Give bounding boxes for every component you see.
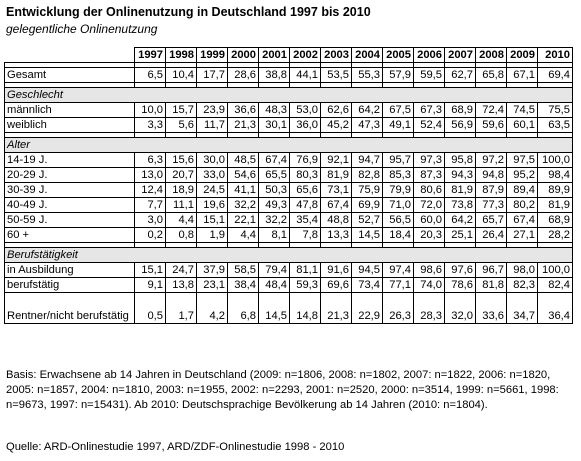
row-label: 30-39 J. (5, 183, 135, 198)
value-cell: 69,6 (321, 278, 352, 293)
value-cell: 24,5 (197, 183, 228, 198)
value-cell: 75,5 (538, 103, 573, 118)
value-cell: 13,0 (135, 168, 166, 183)
value-cell: 25,1 (445, 228, 476, 243)
value-cell: 67,4 (321, 198, 352, 213)
section-heading: Berufstätigkeit (5, 248, 573, 263)
row-label: in Ausbildung (5, 263, 135, 278)
value-cell: 36,6 (228, 103, 259, 118)
row-label: weiblich (5, 118, 135, 133)
value-cell: 37,9 (197, 263, 228, 278)
value-cell: 47,3 (352, 118, 383, 133)
value-cell: 80,3 (290, 168, 321, 183)
value-cell: 22,9 (352, 293, 383, 324)
value-cell: 59,3 (290, 278, 321, 293)
value-cell: 68,9 (538, 213, 573, 228)
value-cell: 67,4 (259, 153, 290, 168)
value-cell: 100,0 (538, 263, 573, 278)
year-header: 2002 (290, 48, 321, 63)
value-cell: 28,3 (414, 293, 445, 324)
table-row (5, 278, 573, 293)
value-cell: 28,6 (228, 68, 259, 83)
value-cell: 98,0 (507, 263, 538, 278)
value-cell: 6,5 (135, 68, 166, 83)
value-cell: 24,7 (166, 263, 197, 278)
value-cell: 0,2 (135, 228, 166, 243)
value-cell: 68,9 (445, 103, 476, 118)
value-cell: 67,5 (383, 103, 414, 118)
row-label: 14-19 J. (5, 153, 135, 168)
value-cell: 80,6 (414, 183, 445, 198)
value-cell: 12,4 (135, 183, 166, 198)
value-cell: 15,6 (166, 153, 197, 168)
value-cell: 64,2 (352, 103, 383, 118)
value-cell: 62,7 (445, 68, 476, 83)
value-cell: 32,2 (259, 213, 290, 228)
value-cell: 14,8 (290, 293, 321, 324)
value-cell: 47,8 (290, 198, 321, 213)
value-cell: 87,3 (414, 168, 445, 183)
value-cell: 63,5 (538, 118, 573, 133)
value-cell: 60,0 (414, 213, 445, 228)
value-cell: 4,2 (197, 293, 228, 324)
value-cell: 15,1 (135, 263, 166, 278)
value-cell: 11,1 (166, 198, 197, 213)
year-header: 2000 (228, 48, 259, 63)
year-header: 2008 (476, 48, 507, 63)
table-row (5, 213, 573, 228)
value-cell: 32,0 (445, 293, 476, 324)
value-cell: 98,6 (414, 263, 445, 278)
value-cell: 91,6 (321, 263, 352, 278)
value-cell: 72,0 (414, 198, 445, 213)
value-cell: 54,6 (228, 168, 259, 183)
value-cell: 79,9 (383, 183, 414, 198)
value-cell: 9,1 (135, 278, 166, 293)
value-cell: 27,1 (507, 228, 538, 243)
value-cell: 82,8 (352, 168, 383, 183)
value-cell: 15,1 (197, 213, 228, 228)
statistics-table (4, 47, 573, 324)
value-cell: 73,1 (321, 183, 352, 198)
value-cell: 94,8 (476, 168, 507, 183)
page-title: Entwicklung der Onlinenutzung in Deutschland 1997 bis 2010 (6, 5, 371, 19)
year-header: 2007 (445, 48, 476, 63)
value-cell: 49,1 (383, 118, 414, 133)
year-header: 1997 (135, 48, 166, 63)
year-header: 2001 (259, 48, 290, 63)
value-cell: 77,3 (476, 198, 507, 213)
value-cell: 23,9 (197, 103, 228, 118)
value-cell: 4,4 (228, 228, 259, 243)
value-cell: 53,0 (290, 103, 321, 118)
value-cell: 82,3 (507, 278, 538, 293)
value-cell: 23,1 (197, 278, 228, 293)
year-header: 2004 (352, 48, 383, 63)
value-cell: 82,4 (538, 278, 573, 293)
row-label: 60 + (5, 228, 135, 243)
section-row (5, 248, 573, 263)
value-cell: 67,1 (507, 68, 538, 83)
value-cell: 6,8 (228, 293, 259, 324)
section-row (5, 138, 573, 153)
value-cell: 74,5 (507, 103, 538, 118)
value-cell: 95,8 (445, 153, 476, 168)
value-cell: 78,6 (445, 278, 476, 293)
value-cell: 81,9 (445, 183, 476, 198)
year-header: 2003 (321, 48, 352, 63)
value-cell: 73,8 (445, 198, 476, 213)
value-cell: 21,3 (228, 118, 259, 133)
value-cell: 94,3 (445, 168, 476, 183)
value-cell: 35,4 (290, 213, 321, 228)
value-cell: 19,6 (197, 198, 228, 213)
value-cell: 65,6 (290, 183, 321, 198)
year-header: 2005 (383, 48, 414, 63)
value-cell: 10,4 (166, 68, 197, 83)
value-cell: 14,5 (352, 228, 383, 243)
value-cell: 0,5 (135, 293, 166, 324)
value-cell: 5,6 (166, 118, 197, 133)
section-heading: Geschlecht (5, 88, 573, 103)
value-cell: 97,3 (414, 153, 445, 168)
value-cell: 97,6 (445, 263, 476, 278)
value-cell: 73,4 (352, 278, 383, 293)
table-row (5, 118, 573, 133)
value-cell: 48,3 (259, 103, 290, 118)
year-header: 2009 (507, 48, 538, 63)
value-cell: 72,4 (476, 103, 507, 118)
value-cell: 52,7 (352, 213, 383, 228)
value-cell: 10,0 (135, 103, 166, 118)
value-cell: 18,4 (383, 228, 414, 243)
value-cell: 69,4 (538, 68, 573, 83)
table-row (5, 153, 573, 168)
value-cell: 15,7 (166, 103, 197, 118)
value-cell: 81,1 (290, 263, 321, 278)
value-cell: 13,8 (166, 278, 197, 293)
value-cell: 81,9 (321, 168, 352, 183)
page-subtitle: gelegentliche Onlinenutzung (6, 22, 158, 36)
value-cell: 8,1 (259, 228, 290, 243)
value-cell: 67,4 (507, 213, 538, 228)
value-cell: 89,9 (538, 183, 573, 198)
table-row (5, 293, 573, 324)
value-cell: 95,7 (383, 153, 414, 168)
value-cell: 58,5 (228, 263, 259, 278)
value-cell: 30,1 (259, 118, 290, 133)
value-cell: 55,3 (352, 68, 383, 83)
value-cell: 52,4 (414, 118, 445, 133)
year-header: 2010 (538, 48, 573, 63)
table-row (5, 228, 573, 243)
value-cell: 80,2 (507, 198, 538, 213)
value-cell: 81,9 (538, 198, 573, 213)
value-cell: 33,0 (197, 168, 228, 183)
value-cell: 85,3 (383, 168, 414, 183)
value-cell: 89,4 (507, 183, 538, 198)
row-label: Gesamt (5, 68, 135, 83)
table-row (5, 103, 573, 118)
section-heading: Alter (5, 138, 573, 153)
row-label: 20-29 J. (5, 168, 135, 183)
value-cell: 65,7 (476, 213, 507, 228)
value-cell: 21,3 (321, 293, 352, 324)
value-cell: 59,6 (476, 118, 507, 133)
value-cell: 48,4 (259, 278, 290, 293)
value-cell: 64,2 (445, 213, 476, 228)
value-cell: 53,5 (321, 68, 352, 83)
value-cell: 34,7 (507, 293, 538, 324)
value-cell: 44,1 (290, 68, 321, 83)
value-cell: 77,1 (383, 278, 414, 293)
value-cell: 57,9 (383, 68, 414, 83)
value-cell: 38,8 (259, 68, 290, 83)
table-row (5, 168, 573, 183)
value-cell: 30,0 (197, 153, 228, 168)
value-cell: 1,9 (197, 228, 228, 243)
value-cell: 79,4 (259, 263, 290, 278)
value-cell: 3,3 (135, 118, 166, 133)
value-cell: 50,3 (259, 183, 290, 198)
value-cell: 69,9 (352, 198, 383, 213)
row-label: Rentner/nicht berufstätig (5, 293, 135, 324)
table-row (5, 263, 573, 278)
year-header: 2006 (414, 48, 445, 63)
value-cell: 56,9 (445, 118, 476, 133)
year-header: 1998 (166, 48, 197, 63)
section-row (5, 88, 573, 103)
value-cell: 38,4 (228, 278, 259, 293)
row-label: 40-49 J. (5, 198, 135, 213)
value-cell: 48,8 (321, 213, 352, 228)
value-cell: 6,3 (135, 153, 166, 168)
value-cell: 71,0 (383, 198, 414, 213)
value-cell: 60,1 (507, 118, 538, 133)
table-row (5, 198, 573, 213)
value-cell: 28,2 (538, 228, 573, 243)
value-cell: 41,1 (228, 183, 259, 198)
source-line: Quelle: ARD-Onlinestudie 1997, ARD/ZDF-Onlinestudie 1998 - 2010 (6, 441, 345, 453)
year-header: 1999 (197, 48, 228, 63)
value-cell: 48,5 (228, 153, 259, 168)
header-row (5, 48, 573, 63)
value-cell: 18,9 (166, 183, 197, 198)
value-cell: 17,7 (197, 68, 228, 83)
row-label: 50-59 J. (5, 213, 135, 228)
value-cell: 98,4 (538, 168, 573, 183)
value-cell: 94,7 (352, 153, 383, 168)
value-cell: 36,0 (290, 118, 321, 133)
value-cell: 65,8 (476, 68, 507, 83)
value-cell: 20,3 (414, 228, 445, 243)
value-cell: 7,8 (290, 228, 321, 243)
value-cell: 92,1 (321, 153, 352, 168)
value-cell: 36,4 (538, 293, 573, 324)
value-cell: 74,0 (414, 278, 445, 293)
value-cell: 45,2 (321, 118, 352, 133)
table-row (5, 183, 573, 198)
value-cell: 7,7 (135, 198, 166, 213)
table-row (5, 68, 573, 83)
value-cell: 4,4 (166, 213, 197, 228)
value-cell: 20,7 (166, 168, 197, 183)
value-cell: 32,2 (228, 198, 259, 213)
value-cell: 33,6 (476, 293, 507, 324)
value-cell: 22,1 (228, 213, 259, 228)
value-cell: 97,4 (383, 263, 414, 278)
value-cell: 97,5 (507, 153, 538, 168)
value-cell: 81,8 (476, 278, 507, 293)
value-cell: 62,6 (321, 103, 352, 118)
value-cell: 87,9 (476, 183, 507, 198)
value-cell: 11,7 (197, 118, 228, 133)
header-corner (5, 48, 135, 63)
value-cell: 3,0 (135, 213, 166, 228)
value-cell: 65,5 (259, 168, 290, 183)
value-cell: 76,9 (290, 153, 321, 168)
value-cell: 96,7 (476, 263, 507, 278)
value-cell: 95,2 (507, 168, 538, 183)
value-cell: 0,8 (166, 228, 197, 243)
value-cell: 13,3 (321, 228, 352, 243)
value-cell: 26,4 (476, 228, 507, 243)
value-cell: 94,5 (352, 263, 383, 278)
table-body (5, 63, 573, 324)
value-cell: 67,3 (414, 103, 445, 118)
value-cell: 100,0 (538, 153, 573, 168)
value-cell: 59,5 (414, 68, 445, 83)
footnote: Basis: Erwachsene ab 14 Jahren in Deutschland (2009: n=1806, 2008: n=1802, 2007: n=1822, 2006: n=1820, 2005: n=1857, 2004: n=1810, 2003: n=1955, 2002: n=2293, 2001: n=2520, 2000: n=3514, 1999: n=5661, 1998: n=9673, 1997: n=15431). Ab 2010: Deutschsprachige Bevölkerung ab 14 Jahren (2010: n=1804). (6, 369, 559, 411)
value-cell: 26,3 (383, 293, 414, 324)
value-cell: 14,5 (259, 293, 290, 324)
value-cell: 49,3 (259, 198, 290, 213)
value-cell: 97,2 (476, 153, 507, 168)
value-cell: 56,5 (383, 213, 414, 228)
value-cell: 1,7 (166, 293, 197, 324)
row-label: berufstätig (5, 278, 135, 293)
value-cell: 75,9 (352, 183, 383, 198)
row-label: männlich (5, 103, 135, 118)
